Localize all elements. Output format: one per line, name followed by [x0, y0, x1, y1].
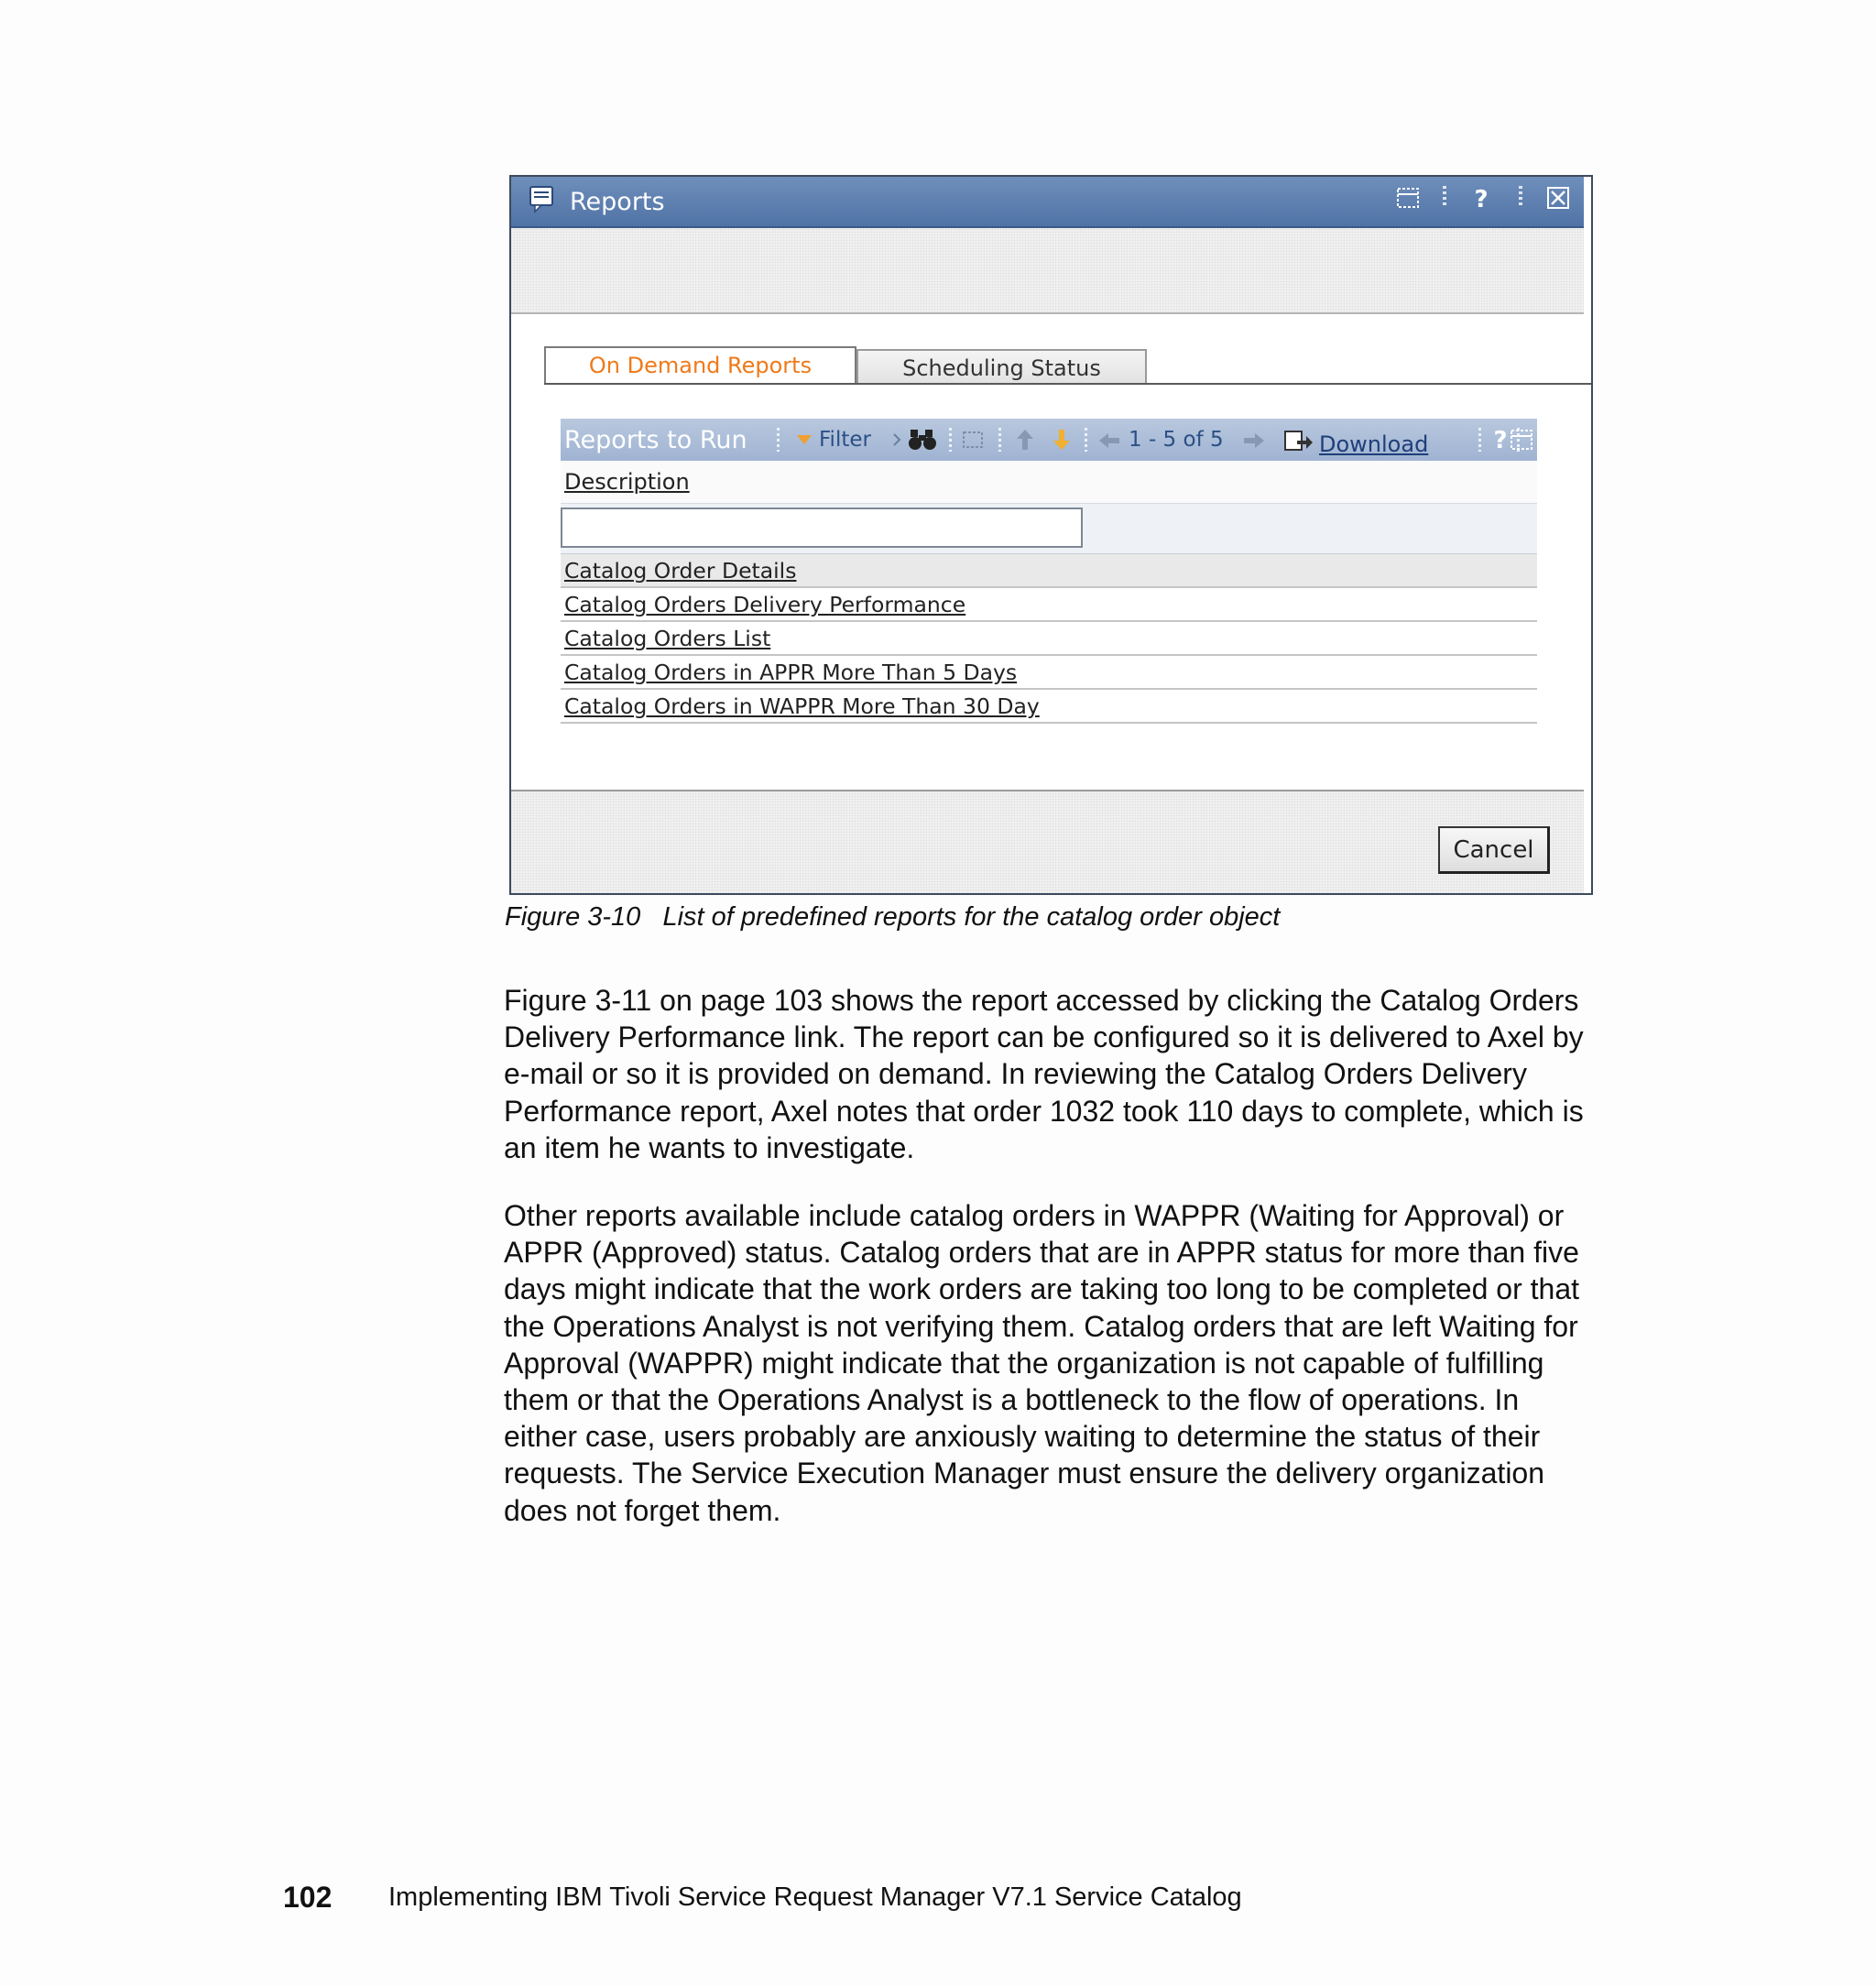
window-icon[interactable]: [1510, 428, 1533, 452]
figure-caption: [505, 902, 1280, 933]
binoculars-icon[interactable]: [907, 426, 938, 452]
tab-label: Scheduling Status: [902, 355, 1101, 381]
figure-caption-text: List of predefined reports for the catalog order object: [662, 902, 1281, 932]
download-link[interactable]: Download: [1319, 431, 1429, 457]
reports-dialog: [509, 175, 1593, 895]
toolbar-separator: [1519, 186, 1522, 208]
body-paragraph: Other reports available include catalog orders in WAPPR (Waiting for Approval) or APPR (Approved) status. Catalog orders that are in APPR status for more than five days might indicate that the work orders are taking too long to be completed or that the Operations Analyst is not verifying them. Catalog orders that are left Waiting for Approval (WAPPR) might indicate that the organization is not capable of fulfilling them or that the Operations Analyst is a bottleneck to the flow of operations. In either case, users probably are anxiously waiting to determine the status of their requests. The Service Execution Manager must ensure the delivery organization does not forget them.: [504, 1199, 1579, 1527]
paging-status: 1 - 5 of 5: [1129, 428, 1224, 452]
report-link[interactable]: Catalog Orders in WAPPR More Than 30 Day: [564, 693, 1040, 719]
previous-page-icon[interactable]: [1097, 431, 1121, 450]
page-number: 102: [283, 1881, 333, 1914]
help-icon[interactable]: [1471, 186, 1491, 212]
description-column-header[interactable]: [561, 461, 1537, 503]
tab-underline: [544, 383, 1593, 385]
table-row: [561, 656, 1537, 690]
toolbar-separator: [949, 428, 952, 452]
filter-button[interactable]: Filter: [819, 428, 871, 452]
toolbar-separator: [1478, 428, 1481, 452]
dialog-titlebar: [511, 177, 1584, 228]
table-row: [561, 588, 1537, 622]
table-row: [561, 690, 1537, 724]
window-icon[interactable]: [1396, 186, 1420, 210]
report-list: [561, 554, 1537, 724]
report-link[interactable]: Catalog Orders in APPR More Than 5 Days: [564, 660, 1018, 685]
report-link[interactable]: Catalog Orders List: [564, 626, 771, 651]
toolbar-separator: [998, 428, 1001, 452]
table-row: [561, 622, 1537, 656]
filter-row: [561, 503, 1537, 554]
close-icon[interactable]: [1546, 186, 1570, 210]
svg-text:?: ?: [1493, 427, 1508, 452]
toolbar-separator: [1443, 186, 1446, 208]
download-icon[interactable]: [1282, 428, 1314, 453]
arrow-up-icon[interactable]: [1015, 428, 1035, 452]
clear-filter-icon[interactable]: [962, 430, 984, 450]
figure-number: Figure 3-10: [505, 902, 641, 932]
filter-arrow-icon[interactable]: [795, 433, 813, 446]
book-title: Implementing IBM Tivoli Service Request Manager V7.1 Service Catalog: [388, 1882, 1242, 1912]
reports-icon: [529, 186, 553, 213]
description-filter-input[interactable]: [561, 507, 1083, 548]
tab-scheduling-status[interactable]: [856, 349, 1147, 384]
arrow-down-icon[interactable]: [1052, 428, 1072, 452]
next-page-icon[interactable]: [1242, 431, 1266, 450]
dialog-title: Reports: [570, 188, 665, 216]
cancel-button[interactable]: Cancel: [1438, 826, 1550, 874]
toolbar-separator: [777, 428, 780, 452]
help-icon[interactable]: [1491, 426, 1510, 452]
tab-on-demand-reports[interactable]: [544, 346, 856, 383]
report-link[interactable]: Catalog Order Details: [564, 558, 797, 584]
toolbar-separator: [1085, 428, 1087, 452]
dialog-footer-band: [511, 790, 1584, 895]
table-toolbar: [561, 419, 1537, 461]
description-header-label[interactable]: Description: [564, 469, 690, 495]
dialog-header-band: [511, 228, 1584, 314]
tab-label: On Demand Reports: [588, 353, 813, 378]
table-title: Reports to Run: [564, 426, 747, 454]
table-row: [561, 554, 1537, 588]
body-paragraph: Figure 3-11 on page 103 shows the report accessed by clicking the Catalog Orders Delivery Performance link. The report can be configured so it is delivered to Axel by e-mail or so it is provided on demand. In reviewing the Catalog Orders Delivery Performance report, Axel notes that order 1032 took 110 days to complete, which is an item he wants to investigate.: [504, 984, 1584, 1164]
report-link[interactable]: Catalog Orders Delivery Performance: [564, 592, 966, 617]
chevron-right-icon: [892, 433, 901, 446]
svg-text:?: ?: [1474, 186, 1489, 212]
